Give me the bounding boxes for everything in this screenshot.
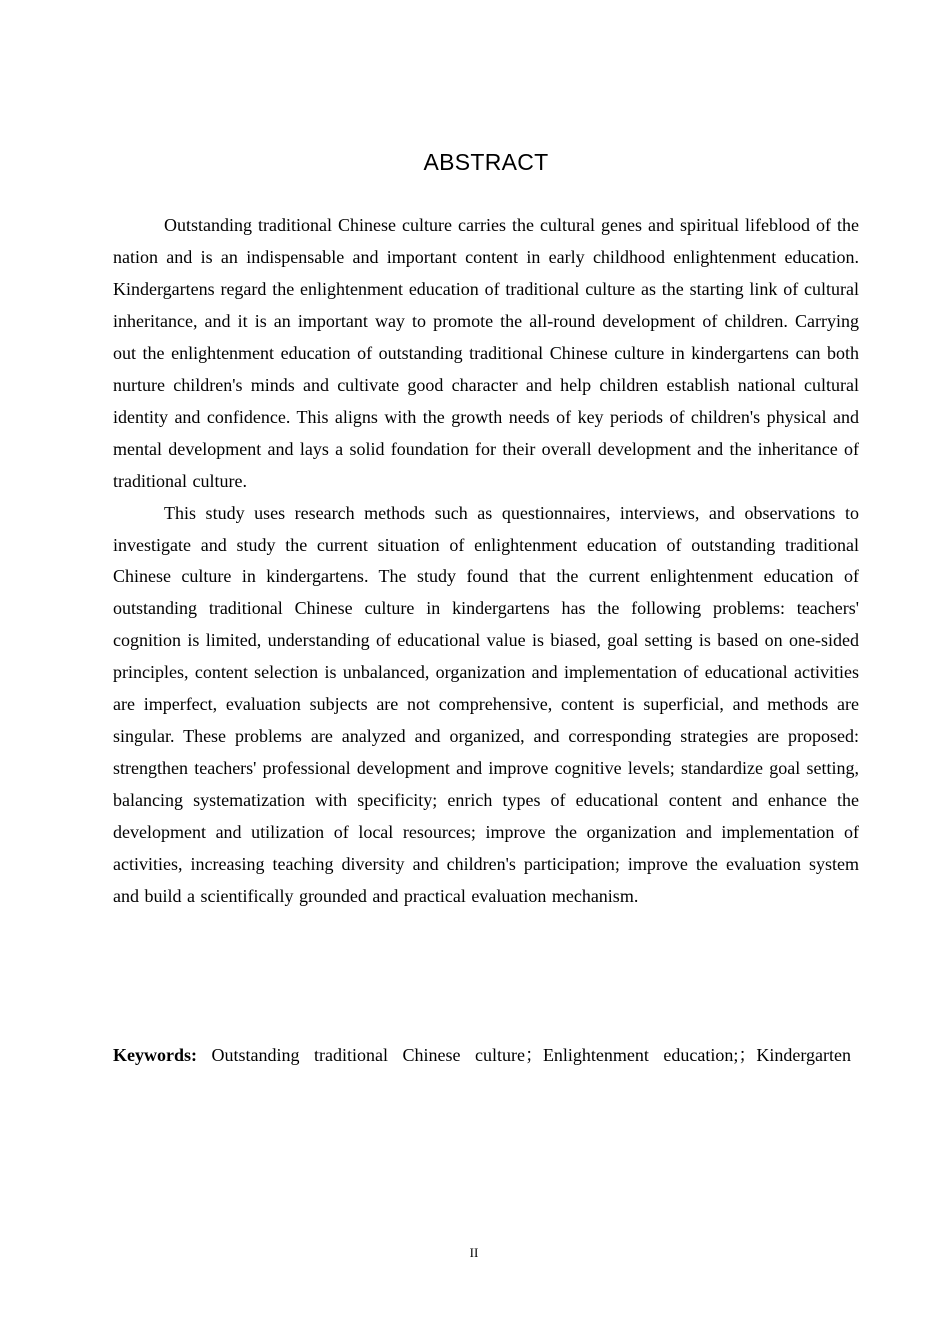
- keywords-label: Keywords:: [113, 1045, 197, 1065]
- keywords-line: [113, 1040, 859, 1072]
- page-number: II: [469, 1245, 479, 1260]
- keywords-text: Outstanding traditional Chinese culture；Enlightenment education;；Kindergarten: [211, 1045, 852, 1065]
- abstract-paragraph-2: This study uses research methods such as questionnaires, interviews, and observations to investigate and study the current situation of enlightenment education of outstanding traditional Chinese culture in kindergartens. The study found that the current enlightenment education of outstanding traditional Chinese culture in kindergartens has the following problems: teachers' cognition is limited, understanding of educational value is biased, goal setting is based on one-sided principles, content selection is unbalanced, organization and implementation of educational activities are imperfect, evaluation subjects are not comprehensive, content is superficial, and methods are singular. These problems are analyzed and organized, and corresponding strategies are proposed: strengthen teachers' professional development and improve cognitive levels; standardize goal setting, balancing systematization with specificity; enrich types of educational content and enhance the development and utilization of local resources; improve the organization and implementation of activities, increasing teaching diversity and children's participation; improve the evaluation system and build a scientifically grounded and practical evaluation mechanism.: [113, 502, 859, 907]
- abstract-title: ABSTRACT: [423, 149, 549, 175]
- abstract-body: [113, 210, 859, 913]
- abstract-paragraph-1: Outstanding traditional Chinese culture carries the cultural genes and spiritual lifeblood of the nation and is an indispensable and important content in early childhood enlightenment education. Kindergartens regard the enlightenment education of traditional culture as the starting link of cultural inheritance, and it is an important way to promote the all-round development of children. Carrying out the enlightenment education of outstanding traditional Chinese culture in kindergartens can both nurture children's minds and cultivate good character and help children establish national cultural identity and confidence. This aligns with the growth needs of key periods of children's physical and mental development and lays a solid foundation for their overall development and the inheritance of traditional culture.: [113, 215, 859, 491]
